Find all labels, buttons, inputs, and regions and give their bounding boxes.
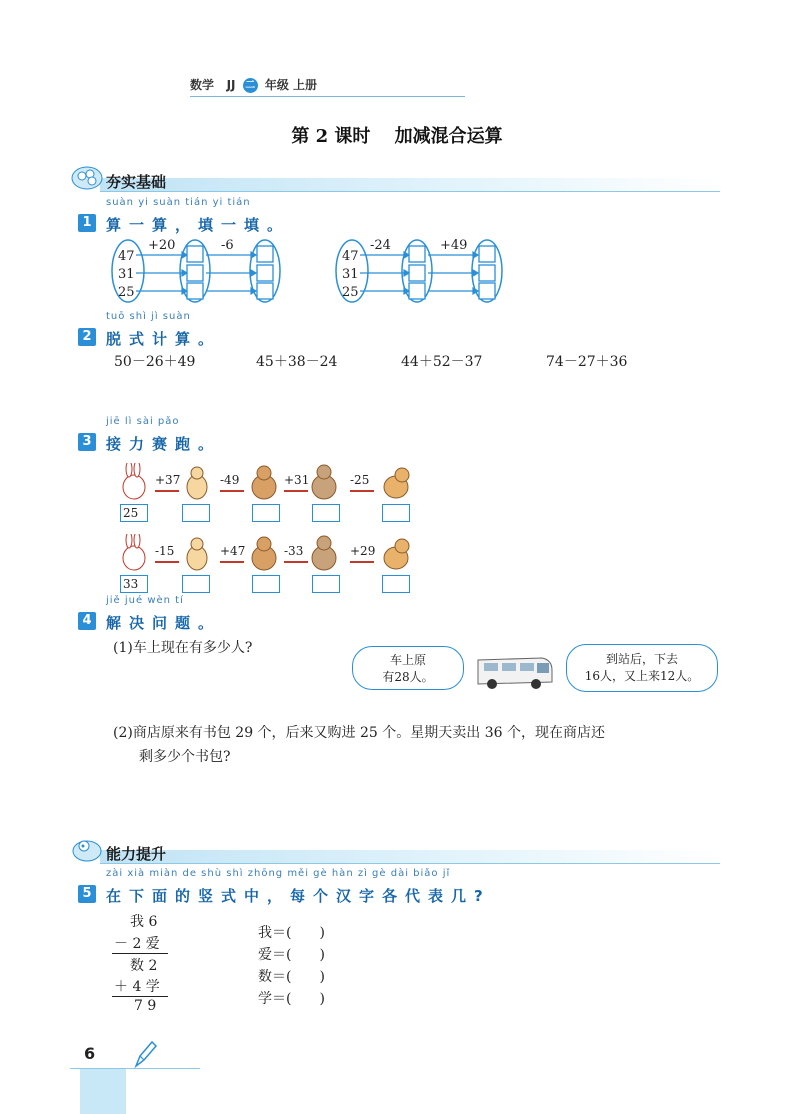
q3-relay-op: +47: [220, 544, 246, 558]
q1-right-diagram: [332, 238, 532, 308]
q2-title: 脱式计算。: [106, 330, 222, 348]
speech-bubble-right: 到站后，下去 16人，又上来12人。: [566, 644, 718, 692]
q4-title: 解决问题。: [106, 614, 222, 632]
q5-number: 5: [78, 885, 96, 903]
q3-start-value: 33: [120, 575, 148, 593]
q3-answer-box[interactable]: [182, 504, 210, 522]
q3-relay-row: [112, 534, 422, 594]
q1-left-op: +20: [148, 238, 176, 253]
q1-right-arrows: [332, 238, 532, 308]
q3-answer-box[interactable]: [312, 504, 340, 522]
header-grade: 年级 上册: [264, 78, 318, 92]
q3-relay-row: [112, 463, 422, 523]
q5-answer[interactable]: 数＝( ): [258, 969, 325, 985]
q1-right-input: 47: [342, 249, 359, 264]
header-divider: [190, 96, 465, 97]
q3-answer-box[interactable]: [312, 575, 340, 593]
page-number: 6: [84, 1044, 96, 1063]
q1-left-arrows: [108, 238, 308, 308]
q5-title: 在下面的竖式中，每个汉字各代表几?: [106, 887, 491, 905]
footer-tab: [80, 1068, 126, 1114]
q2-expression: 45＋38－24: [256, 354, 338, 370]
q3-start-value: 25: [120, 504, 148, 522]
q5-pinyin: zài xià miàn de shù shì zhōng měi gè hàn zì gè dài biǎo jǐ: [106, 868, 451, 879]
q2-pinyin: tuō shì jì suàn: [106, 311, 191, 322]
q3-relay-op: -33: [284, 544, 304, 558]
grade-badge: 二: [243, 78, 258, 93]
header-edition: JJ: [226, 78, 236, 92]
q2-expression: 44＋52－37: [401, 354, 483, 370]
q3-number: 3: [78, 433, 96, 451]
q2-expression: 74－27＋36: [546, 354, 628, 370]
lesson-title: 第 2 课时 加减混合运算: [291, 126, 503, 147]
q3-relay-op: -15: [155, 544, 175, 558]
q4-number: 4: [78, 612, 96, 630]
section-advanced-title: 能力提升: [106, 845, 167, 863]
running-header: [190, 76, 317, 93]
q3-relay-op: -25: [350, 473, 370, 487]
q4-pinyin: jiě jué wèn tí: [106, 595, 184, 606]
q2-expression: 50－26＋49: [114, 354, 196, 370]
q4-problem-2-cont: 剩多少个书包?: [139, 749, 231, 765]
q4-problem-1: (1)车上现在有多少人?: [113, 640, 253, 656]
q5-vertical-line: 数 2: [130, 958, 158, 974]
q1-left-input: 25: [118, 285, 135, 300]
q5-sum-line: [112, 996, 168, 997]
pencil-icon: [132, 1040, 158, 1070]
q3-answer-box[interactable]: [382, 504, 410, 522]
q5-vertical-line: － 2 爱: [114, 936, 160, 952]
q3-answer-box[interactable]: [252, 575, 280, 593]
q3-relay-op: +37: [155, 473, 181, 487]
q1-right-op: -24: [370, 238, 391, 253]
q1-right-op: +49: [440, 238, 468, 253]
q1-right-input: 25: [342, 285, 359, 300]
q3-relay-op: +29: [350, 544, 376, 558]
speech-bubble-left: 车上原 有28人。: [352, 646, 464, 690]
q2-number: 2: [78, 328, 96, 346]
q3-pinyin: jiē lì sài pǎo: [106, 416, 180, 427]
q3-relay-op: -49: [220, 473, 240, 487]
q5-vertical-line: 7 9: [134, 998, 157, 1014]
flower-deco-icon: [70, 162, 104, 192]
q5-sum-line: [112, 953, 168, 954]
q1-title: 算一算，填一填。: [106, 216, 291, 234]
q3-title: 接力赛跑。: [106, 435, 222, 453]
q1-left-diagram: [108, 238, 308, 308]
q5-answer[interactable]: 我＝( ): [258, 925, 325, 941]
q1-pinyin: suàn yi suàn tián yi tián: [106, 197, 251, 208]
q5-answer[interactable]: 学＝( ): [258, 991, 325, 1007]
ladybug-deco-icon: [70, 834, 104, 864]
q5-vertical-line: ＋ 4 学: [114, 979, 160, 995]
bus-icon: [474, 652, 554, 692]
q5-answer[interactable]: 爱＝( ): [258, 947, 325, 963]
q5-vertical-line: 我 6: [130, 914, 158, 930]
section-basic-band: [70, 168, 720, 192]
q3-answer-box[interactable]: [182, 575, 210, 593]
q3-answer-box[interactable]: [252, 504, 280, 522]
q1-number: 1: [78, 214, 96, 232]
q4-problem-2: (2)商店原来有书包 29 个，后来又购进 25 个。星期天卖出 36 个，现在商店还: [113, 725, 605, 741]
q1-left-input: 31: [118, 267, 135, 282]
q1-left-op: -6: [221, 238, 234, 253]
q1-right-input: 31: [342, 267, 359, 282]
q3-answer-box[interactable]: [382, 575, 410, 593]
header-subject: 数学: [190, 78, 215, 92]
section-advanced-band: [70, 840, 720, 864]
section-basic-title: 夯实基础: [106, 173, 167, 191]
q3-relay-op: +31: [284, 473, 310, 487]
q1-left-input: 47: [118, 249, 135, 264]
